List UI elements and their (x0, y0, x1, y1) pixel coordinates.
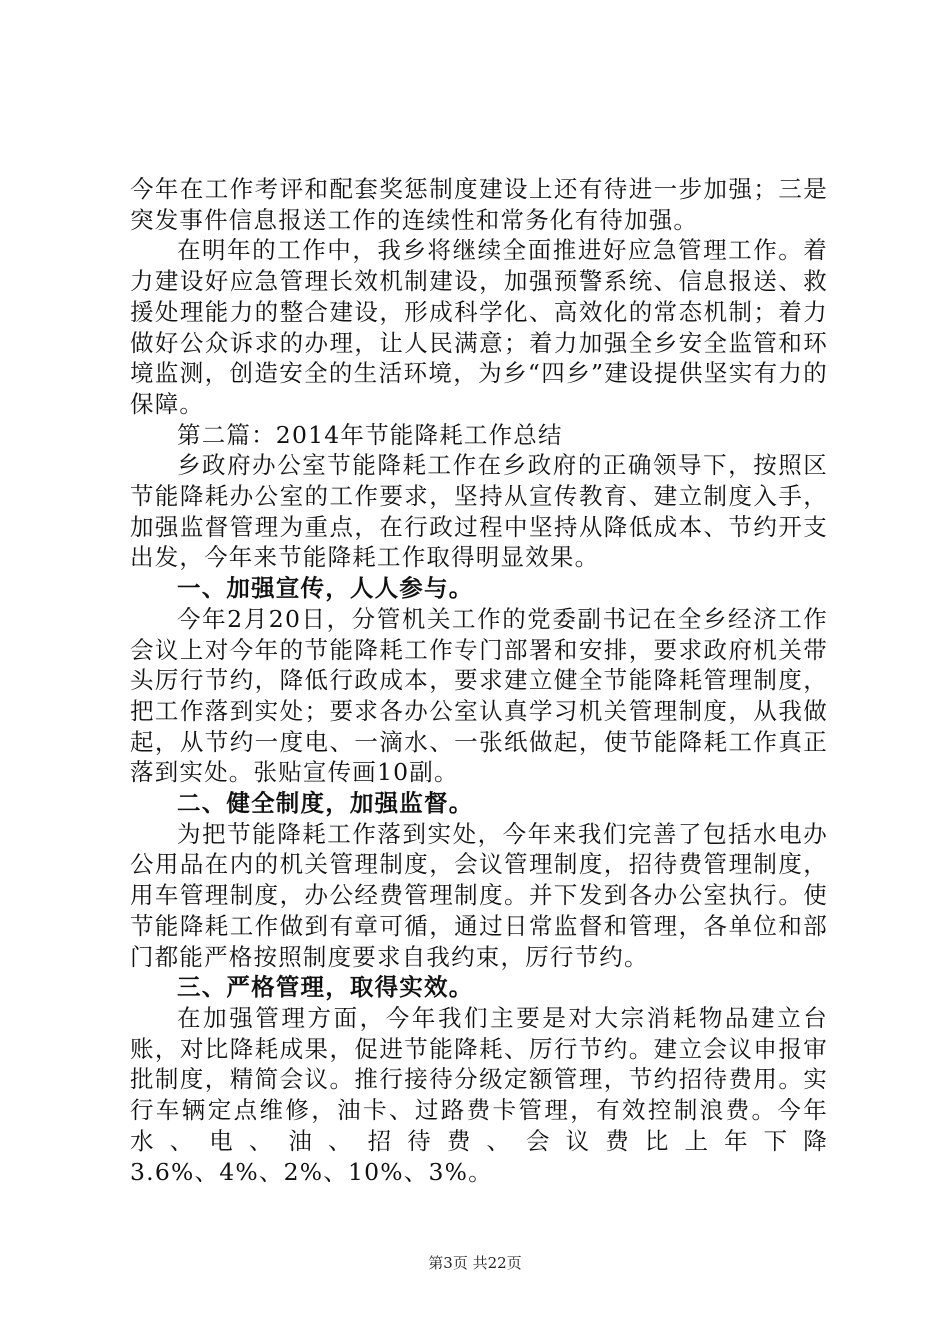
heading-publicity: 一、加强宣传，人人参与。 (177, 574, 474, 603)
page-footer: 第3页 共22页 (428, 1254, 522, 1272)
body-text (130, 174, 828, 1187)
paragraph-next-year-plan: 在明年的工作中，我乡将继续全面推进好应急管理工作。着力建设好应急管理长效机制建设，加强预警系统、信息报送、救援处理能力的整合建设，形成科学化、高效化的常态机制；着力做好公众诉求的办理，让人民满意；着力加强全乡安全监管和环境监测，创造安全的生活环境，为乡“四乡”建设提供坚实有力的保障。 (130, 236, 828, 418)
paragraph-intro: 乡政府办公室节能降耗工作在乡政府的正确领导下，按照区节能降耗办公室的工作要求，坚持从宣传教育、建立制度入手，加强监督管理为重点，在行政过程中坚持从降低成本、节约开支出发，今年来节能降耗工作取得明显效果。 (130, 451, 828, 572)
section-title-part-two: 第二篇：2014年节能降耗工作总结 (177, 420, 563, 449)
paragraph-management: 在加强管理方面，今年我们主要是对大宗消耗物品建立台账，对比降耗成果，促进节能降耗、厉行节约。建立会议申报审批制度，精简会议。推行接待分级定额管理，节约招待费用。实行车辆定点维修，油卡、过路费卡管理，有效控制浪费。今年水、电、油、招待费、会议费比上年下降 (130, 1003, 828, 1155)
heading-management: 三、严格管理，取得实效。 (177, 973, 474, 1002)
paragraph-continuation: 今年在工作考评和配套奖惩制度建设上还有待进一步加强；三是突发事件信息报送工作的连续性和常务化有待加强。 (130, 175, 828, 234)
heading-system: 二、健全制度，加强监督。 (177, 789, 474, 818)
paragraph-system: 为把节能降耗工作落到实处，今年来我们完善了包括水电办公用品在内的机关管理制度，会议管理制度，招待费管理制度，用车管理制度，办公经费管理制度。并下发到各办公室执行。使节能降耗工作做到有章可循，通过日常监督和管理，各单位和部门都能严格按照制度要求自我约束，厉行节约。 (130, 819, 828, 971)
paragraph-percentages: 3.6%、4%、2%、10%、3%。 (130, 1157, 493, 1186)
paragraph-publicity: 今年2月20日，分管机关工作的党委副书记在全乡经济工作会议上对今年的节能降耗工作专门部署和安排，要求政府机关带头厉行节约，降低行政成本，要求建立健全节能降耗管理制度，把工作落到实处；要求各办公室认真学习机关管理制度，从我做起，从节约一度电、一滴水、一张纸做起，使节能降耗工作真正落到实处。张贴宣传画10副。 (130, 604, 828, 787)
